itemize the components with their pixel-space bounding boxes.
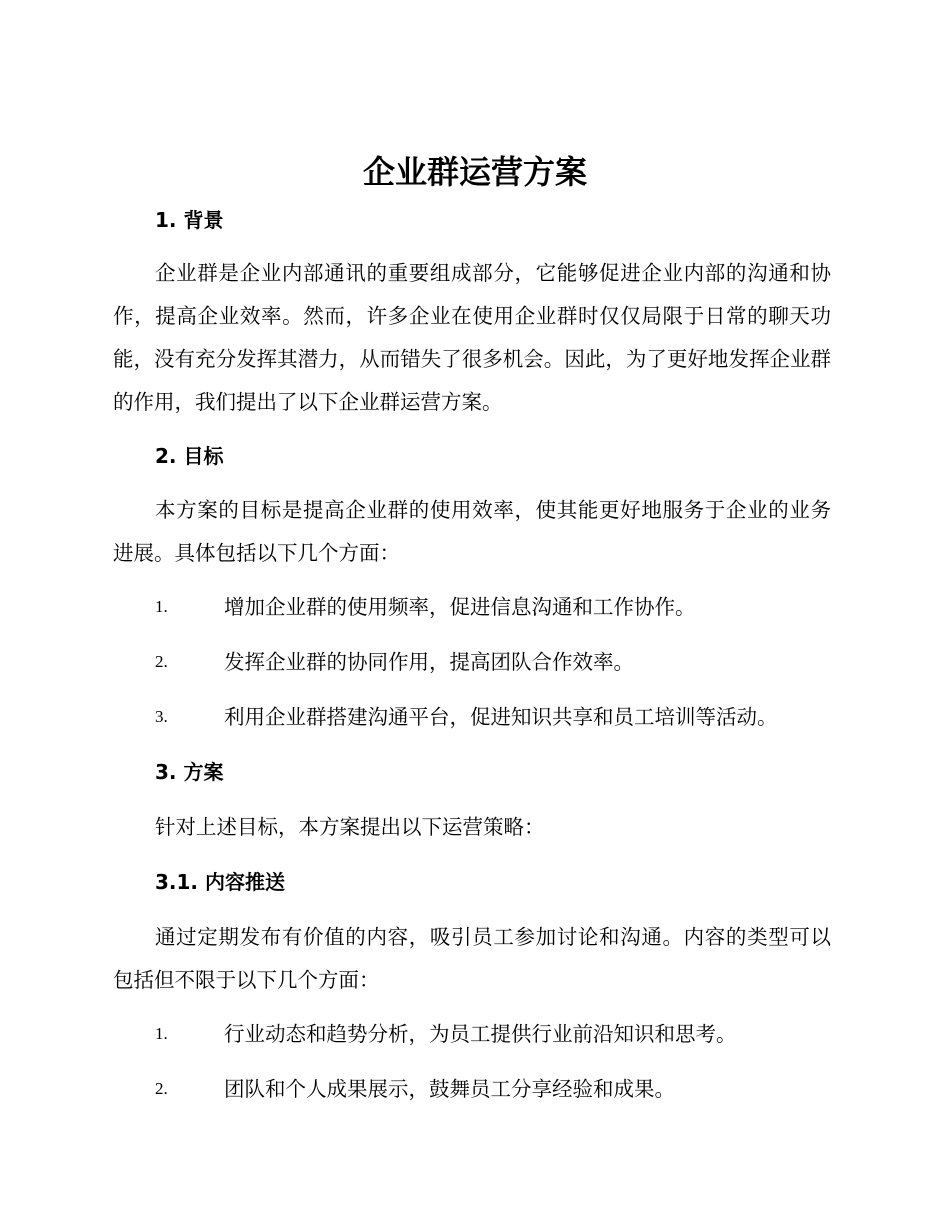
list-text: 发挥企业群的协同作用，提高团队合作效率。 — [224, 650, 634, 674]
list-text: 利用企业群搭建沟通平台，促进知识共享和员工培训等活动。 — [224, 705, 778, 729]
section-heading-background: 1. 背景 — [155, 208, 224, 232]
list-number: 2. — [155, 1079, 168, 1098]
list-item — [155, 701, 835, 733]
list-item — [155, 1018, 835, 1050]
paragraph-content-push: 通过定期发布有价值的内容，吸引员工参加讨论和沟通。内容的类型可以包括但不限于以下几个方面： — [113, 925, 831, 992]
list-text: 团队和个人成果展示，鼓舞员工分享经验和成果。 — [224, 1077, 675, 1101]
paragraph-background: 企业群是企业内部通讯的重要组成部分，它能够促进企业内部的沟通和协作，提高企业效率。然而，许多企业在使用企业群时仅仅局限于日常的聊天功能，没有充分发挥其潜力，从而错失了很多机会。因此，为了更好地发挥企业群的作用，我们提出了以下企业群运营方案。 — [113, 261, 831, 414]
document-title: 企业群运营方案 — [362, 153, 587, 191]
list-number: 1. — [155, 1024, 168, 1043]
section-heading-content-push: 3.1. 内容推送 — [155, 870, 285, 894]
list-number: 1. — [155, 597, 168, 616]
list-item — [155, 1073, 835, 1105]
paragraph-plan: 针对上述目标，本方案提出以下运营策略： — [155, 815, 545, 839]
list-item — [155, 646, 835, 678]
section-heading-plan: 3. 方案 — [155, 760, 224, 784]
section-heading-goals: 2. 目标 — [155, 444, 224, 468]
list-number: 3. — [155, 707, 168, 726]
list-text: 行业动态和趋势分析，为员工提供行业前沿知识和思考。 — [224, 1022, 737, 1046]
list-number: 2. — [155, 652, 168, 671]
list-item — [155, 591, 835, 623]
list-text: 增加企业群的使用频率，促进信息沟通和工作协作。 — [224, 595, 696, 619]
paragraph-goals: 本方案的目标是提高企业群的使用效率，使其能更好地服务于企业的业务进展。具体包括以下几个方面： — [113, 498, 831, 565]
